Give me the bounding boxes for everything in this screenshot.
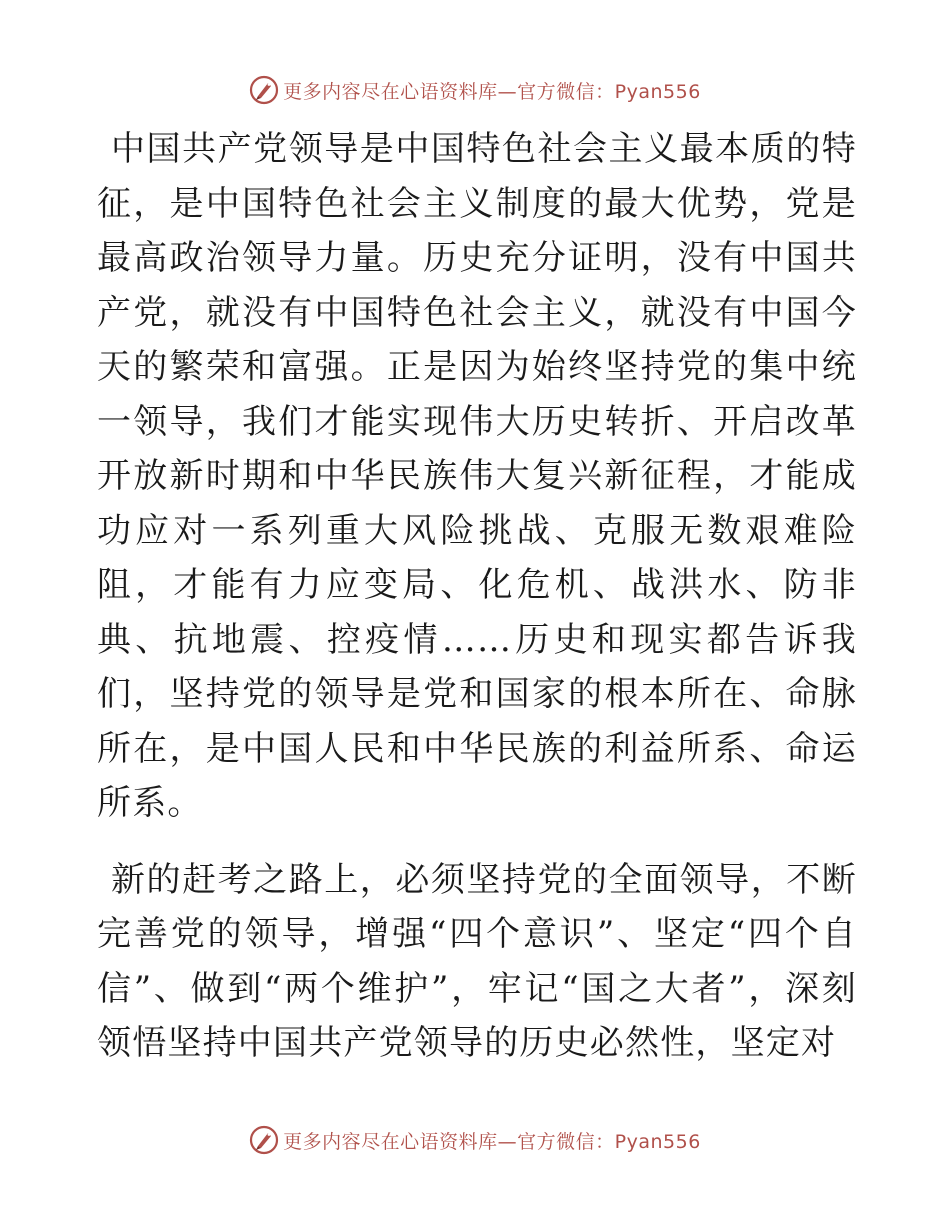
paragraph-2: 新的赶考之路上，必须坚持党的全面领导，不断完善党的领导，增强“四个意识”、坚定“四个自信”、做到“两个维护”，牢记“国之大者”，深刻领悟坚持中国共产党领导的历史必然性，坚定对 bbox=[97, 859, 857, 1063]
pen-nib-logo-icon bbox=[249, 75, 279, 105]
watermark-text: 更多内容尽在心语资料库—官方微信：Pyan556 bbox=[283, 80, 701, 103]
paragraph-1: 中国共产党领导是中国特色社会主义最本质的特征，是中国特色社会主义制度的最大优势，党是最高政治领导力量。历史充分证明，没有中国共产党，就没有中国特色社会主义，就没有中国今天的繁荣和富强。正是因为始终坚持党的集中统一领导，我们才能实现伟大历史转折、开启改革开放新时期和中华民族伟大复兴新征程，才能成功应对一系列重大风险挑战、克服无数艰难险阻，才能有力应变局、化危机、战洪水、防非典、抗地震、控疫情……历史和现实都告诉我们，坚持党的领导是党和国家的根本所在、命脉所在，是中国人民和中华民族的利益所系、命运所系。 bbox=[97, 129, 857, 823]
pen-nib-logo-icon bbox=[249, 1125, 279, 1155]
footer-watermark bbox=[0, 1120, 950, 1160]
watermark-text: 更多内容尽在心语资料库—官方微信：Pyan556 bbox=[283, 1130, 701, 1153]
document-body bbox=[97, 122, 857, 1091]
header-watermark bbox=[0, 70, 950, 110]
